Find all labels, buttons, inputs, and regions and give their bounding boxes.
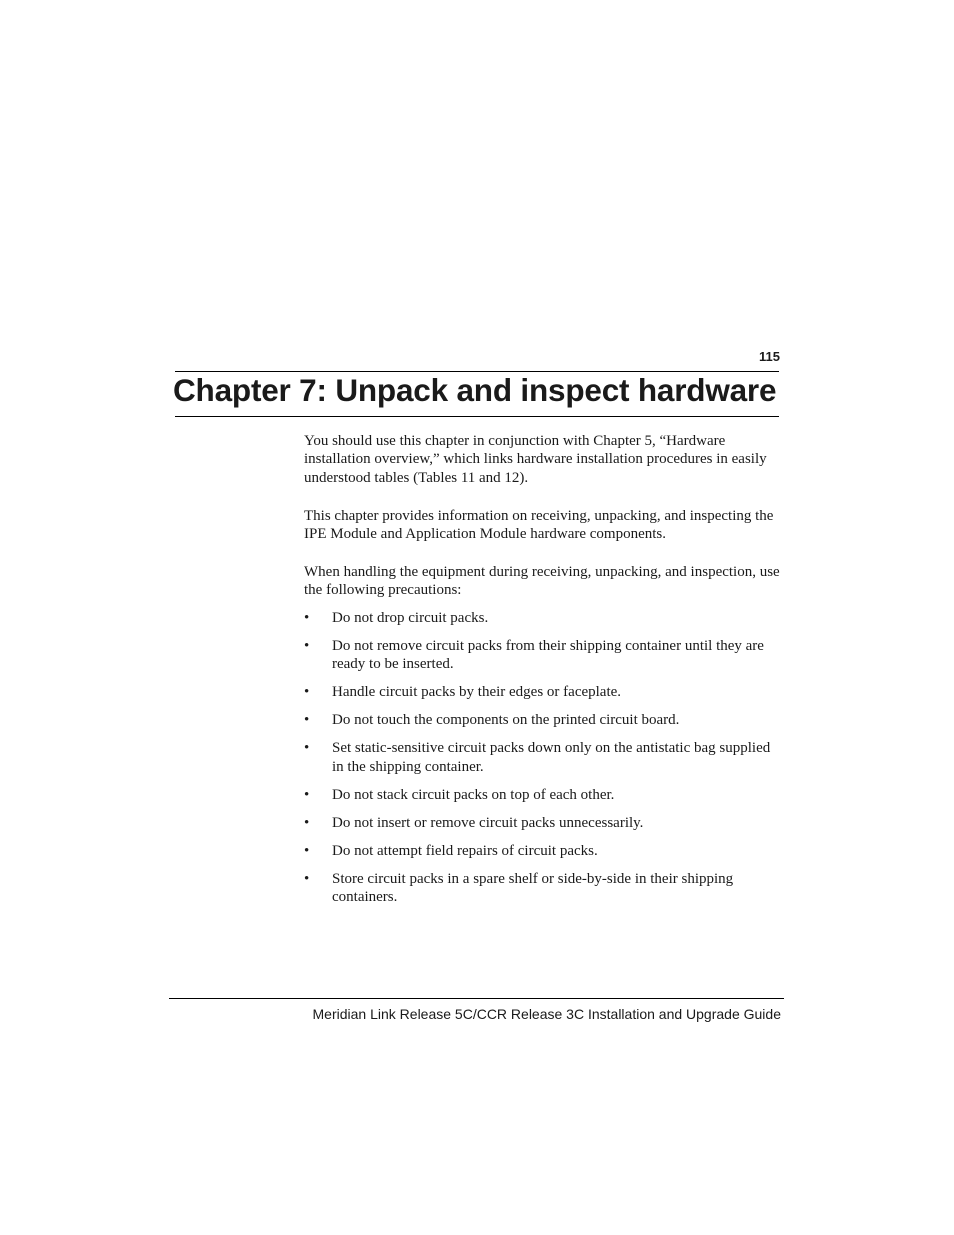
list-item <box>304 711 784 729</box>
bullet-icon: • <box>304 684 310 701</box>
page-number: 115 <box>759 349 780 364</box>
list-item-text: Do not remove circuit packs from their shipping container until they are ready to be inserted. <box>332 637 764 673</box>
list-item <box>304 609 784 627</box>
list-item-text: Do not attempt field repairs of circuit packs. <box>332 842 598 859</box>
list-item <box>304 637 784 674</box>
bullet-icon: • <box>304 609 310 626</box>
list-item <box>304 814 784 832</box>
overview-paragraph: This chapter provides information on receiving, unpacking, and inspecting the IPE Module and Application Module hardware components. <box>304 507 774 543</box>
list-item <box>304 870 784 907</box>
bullet-icon: • <box>304 712 310 729</box>
list-item <box>304 683 784 701</box>
list-item-text: Set static-sensitive circuit packs down only on the antistatic bag supplied in the shipping container. <box>332 740 771 775</box>
bullet-icon: • <box>304 842 310 859</box>
bullet-icon: • <box>304 740 310 757</box>
list-item <box>304 786 784 804</box>
chapter-body <box>304 432 784 916</box>
list-item <box>304 739 784 776</box>
bullet-icon: • <box>304 786 310 803</box>
intro-paragraph: You should use this chapter in conjunction with Chapter 5, “Hardware installation overview,” which links hardware installation procedures in easily understood tables (Tables 11 and 12). <box>304 433 767 486</box>
list-item-text: Handle circuit packs by their edges or faceplate. <box>332 684 622 701</box>
footer-rule <box>169 998 784 999</box>
title-bottom-rule <box>175 416 779 417</box>
bullet-icon: • <box>304 870 310 887</box>
list-item-text: Store circuit packs in a spare shelf or side-by-side in their shipping containers. <box>332 870 734 906</box>
list-item <box>304 842 784 860</box>
bullet-icon: • <box>304 814 310 831</box>
footer-guide-title: Meridian Link Release 5C/CCR Release 3C Installation and Upgrade Guide <box>312 1006 781 1022</box>
list-item-text: Do not drop circuit packs. <box>332 609 489 626</box>
precautions-list <box>304 609 784 907</box>
precautions-lead-paragraph: When handling the equipment during receiving, unpacking, and inspection, use the following precautions: <box>304 564 780 599</box>
list-item-text: Do not insert or remove circuit packs unnecessarily. <box>332 814 644 831</box>
list-item-text: Do not touch the components on the printed circuit board. <box>332 712 680 729</box>
bullet-icon: • <box>304 637 310 654</box>
chapter-title: Chapter 7: Unpack and inspect hardware <box>173 372 777 408</box>
list-item-text: Do not stack circuit packs on top of each other. <box>332 786 615 803</box>
